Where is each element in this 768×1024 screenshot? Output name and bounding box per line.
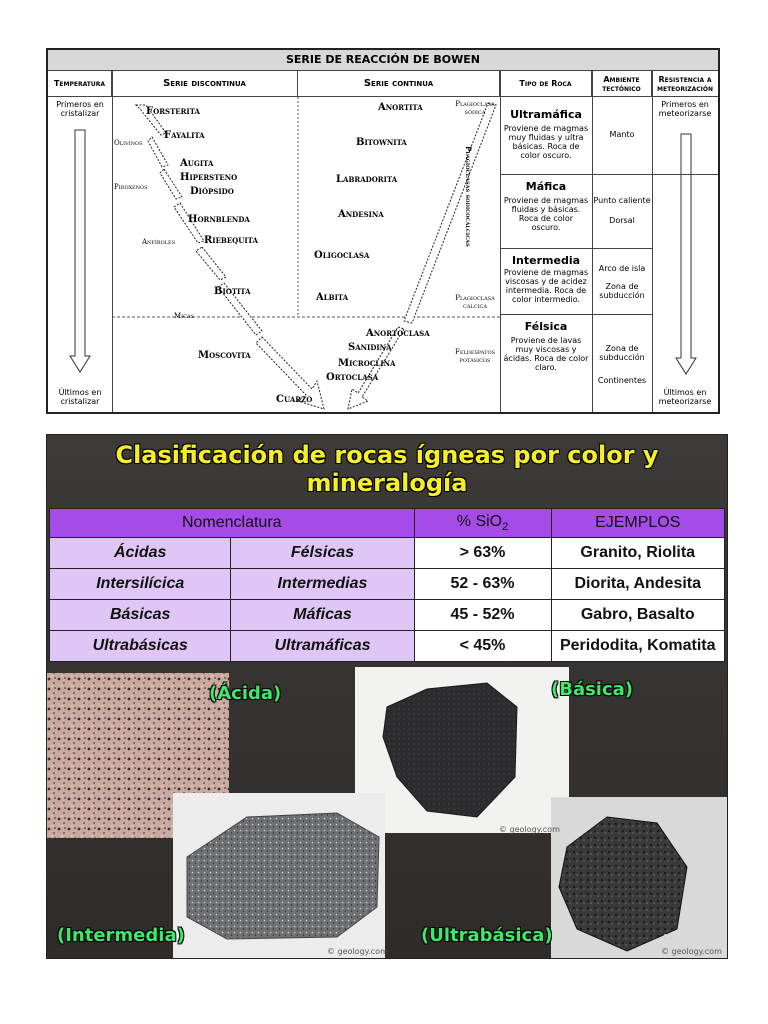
header-ejemplos: EJEMPLOS [551,509,725,538]
row-divider [500,314,652,315]
temp-first-label: Primeros en cristalizar [56,100,104,118]
header-serie-discontinua: Serie discontinua [112,71,298,97]
rock-photos [47,667,727,959]
label-basica: (Básica) [551,679,634,700]
mineral-andesina: Andesina [338,209,384,220]
mineral-ortoclasa: Ortoclasa [326,372,379,383]
label-plagioclasas-sodicocalcicas: Plagioclasas sodicocálcicas [464,146,473,247]
mineral-albita: Albita [316,292,349,303]
reaction-arrows-diagram [112,97,500,414]
mineral-forsterita: Forsterita [146,106,200,117]
column-divider [652,71,653,412]
mineral-moscovita: Moscovita [198,350,251,361]
mineral-fayalita: Fayalita [164,130,205,141]
group-olivinos: Olivinos [114,139,143,147]
group-piroxenos: Piroxenos [114,183,148,191]
mineral-anortoclasa: Anortoclasa [366,328,430,339]
label-feldespatos-potasicos: Feldespatos potásicos [454,348,495,364]
label-intermedia: (Intermedia) [57,925,185,946]
header-nomenclatura: Nomenclatura [50,509,415,538]
bowen-title: SERIE DE REACCIÓN DE BOWEN [48,50,718,71]
label-plagioclasa-calcica: Plagioclasa cálcica [455,294,495,310]
mineral-hornblenda: Hornblenda [188,214,250,225]
group-micas: Micas [174,312,195,320]
mineral-hipersteno: Hipersteno [180,172,238,183]
classification-title: Clasificación de rocas ígneas por color y mineralogía [115,441,659,497]
resist-last-label: Últimos en meteorizarse [658,388,712,406]
header-temperatura: Temperatura [48,71,112,97]
mineral-bitownita: Bitownita [356,137,407,148]
table-row: Ultrabásicas Ultramáficas < 45% Peridodita, Komatita [50,631,725,662]
header-tipo-roca: Tipo de Roca [500,71,592,97]
label-plagioclasa-sodica: Plagioclasa sódica [455,100,495,116]
row-divider [500,248,652,249]
down-arrow-icon [674,132,698,380]
header-sio2: % SiO$_2$ [414,509,551,538]
classification-table [49,508,725,662]
table-header-row [50,509,725,538]
table-row: Intersilícica Intermedias 52 - 63% Diorita, Andesita [50,569,725,600]
mineral-riebequita: Riebequita [204,235,258,246]
table-row: Básicas Máficas 45 - 52% Gabro, Basalto [50,600,725,631]
header-serie-continua: Serie continua [298,71,500,97]
table-row: Ácidas Félsicas > 63% Granito, Riolita [50,538,725,569]
mineral-diopsido: Diópsido [190,186,234,197]
row-divider [500,174,718,175]
mineral-oligoclasa: Oligoclasa [314,250,370,261]
mineral-biotita: Biotita [214,286,251,297]
label-ultrabasica: (Ultrabásica) [421,925,553,946]
mineral-labradorita: Labradorita [336,174,398,185]
photo-credit: © geology.com [499,825,560,834]
mineral-sanidina: Sanidina [348,342,392,353]
mineral-anortita: Anortita [378,102,423,113]
down-arrow-icon [68,128,92,376]
page-number: 82 [663,933,674,942]
mineral-microclina: Microclina [338,358,396,369]
resist-first-label: Primeros en meteorizarse [658,100,712,118]
mineral-augita: Augita [180,158,214,169]
bowen-reaction-series-panel: SERIE DE REACCIÓN DE BOWEN Temperatura Serie discontinua Serie continua Tipo de Roca Ambiente tectónico Resistencia a meteorización Primeros en cristalizar Últimos en cristalizar Primeros en meteorizarse Últimos en meteorizarse Olivinos Piroxenos Anfíboles Micas Forsterita Fayalita Augita Hipersteno Diópsido Hornblenda Riebequita Biotita Moscovita Cuarzo Anortita Bitownita Labradorita Andesina Oligoclasa Albita Anortoclasa Sanidina Microclina Ortoclasa Plagioclasa sódica Plagioclasas sodicocálcicas Plagioclasa cálcica Feldespatos potásicos Ultramáfica Proviene de magmas muy fluidas y ultra básicas. Roca de color oscuro. Manto Máfica Proviene de magmas fluidas y básicas. Roca de color oscuro. Punto caliente Dorsal Intermedia Proviene de magmas viscosas y de acidez intermedia. Roca de color intermedio. Arco de isla Zona de subducción Félsica Proviene de lavas muy viscosas y ácidas. Roca de color claro. Zona de subducción Continentes [46,48,720,414]
temp-last-label: Últimos en cristalizar [58,388,102,406]
igneous-classification-panel [46,434,728,959]
header-ambiente: Ambiente tectónico [592,71,652,97]
label-acida: (Ácida) [209,683,282,704]
photo-credit: © geology.com [661,947,722,956]
header-resistencia: Resistencia a meteorización [652,71,718,97]
mineral-cuarzo: Cuarzo [276,394,313,405]
group-anfiboles: Anfíboles [142,238,176,246]
photo-credit: © geology.com [327,947,388,956]
